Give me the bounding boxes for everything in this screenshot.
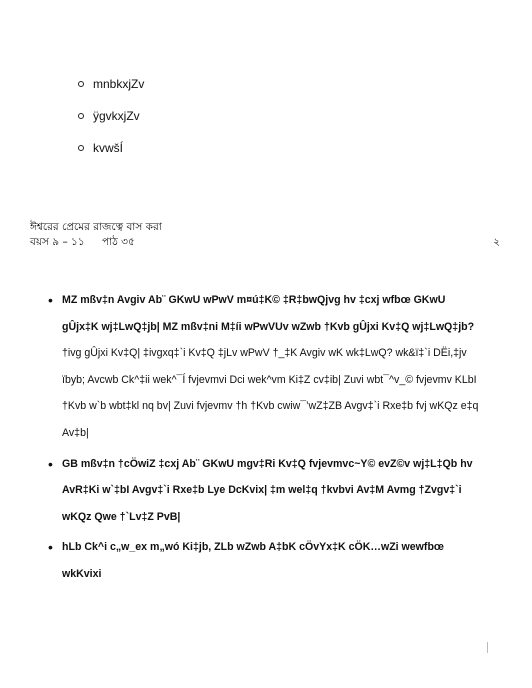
lesson-header — [30, 220, 500, 250]
bullet-item — [50, 534, 482, 587]
bullet-bold-text: MZ mßv‡n Avgiv Ab¨ GKwU wPwV m¤ú‡K© ‡R‡bwQjvg hv ‡cxj wfbœ GKwU gÛjx‡K wj‡LwQ‡jb| MZ mßv‡ni M‡íi wPwVUv wZwb †Kvb gÛjxi Kv‡Q wj‡LwQ‡jb? — [62, 294, 475, 333]
sub-list-text: kvwšÍ — [93, 141, 123, 155]
sub-list-item — [78, 132, 144, 164]
lesson-meta — [30, 235, 149, 250]
bullet-bold-text: hLb Ck^i c„w_ex m„wó Ki‡jb, ZLb wZwb A‡bK cÖvYx‡K cÖK…wZi wewfbœ wkKvixi — [62, 541, 444, 580]
sub-list-item — [78, 100, 144, 132]
bullet-item — [50, 287, 482, 447]
lesson-meta-row — [30, 235, 500, 250]
footer-divider — [487, 642, 488, 653]
lesson-title: ঈশ্বরের প্রেমের রাজত্বে বাস করা — [30, 221, 162, 233]
bullet-item — [50, 451, 482, 531]
circle-bullet-icon — [78, 113, 84, 119]
sub-list-item — [78, 68, 144, 100]
page-number: ২ — [493, 236, 500, 248]
lesson-number: পাঠ ৩৫ — [102, 236, 135, 248]
bullet-list — [50, 287, 482, 592]
bullet-normal-text: †ivg gÛjxi Kv‡Q| ‡ivgxq‡`i Kv‡Q ‡jLv wPwV †_‡K Avgiv wK wk‡LwQ? wk&ï‡`i DËi,‡jv ïbyb; Avcwb Ck^‡ii wek^¯Í fvjevmvi Dci wek^vm Ki‡Z cv‡ib| Zuvi wbt¯^v_© fvjevmv KLbI †Kvb w`b wbt‡kl nq bv| Zuvi fvjevmv †h †Kvb cwiw¯’wZ‡ZB Avgv‡`i Rxe‡b fvj wKQz e‡q Av‡b| — [62, 347, 479, 439]
circle-bullet-icon — [78, 145, 84, 151]
circle-bullet-icon — [78, 81, 84, 87]
sub-list-text: mnbkxjZv — [93, 77, 145, 91]
sub-list — [78, 68, 144, 164]
bullet-bold-text: GB mßv‡n †cÖwiZ ‡cxj Ab¨ GKwU mgv‡Ri Kv‡Q fvjevmvc~Y© evZ©v wj‡L‡Qb hv AvR‡Ki w`‡bI Avgv‡`i Rxe‡b Lye DcKvix| ‡m wel‡q †kvbvi Av‡M Avmg †Zvgv‡`i wKQz Qwe †`Lv‡Z PvB| — [62, 457, 473, 523]
sub-list-text: ÿgvkxjZv — [93, 109, 140, 123]
age-range: বয়স ৯ – ১১ — [30, 236, 85, 248]
